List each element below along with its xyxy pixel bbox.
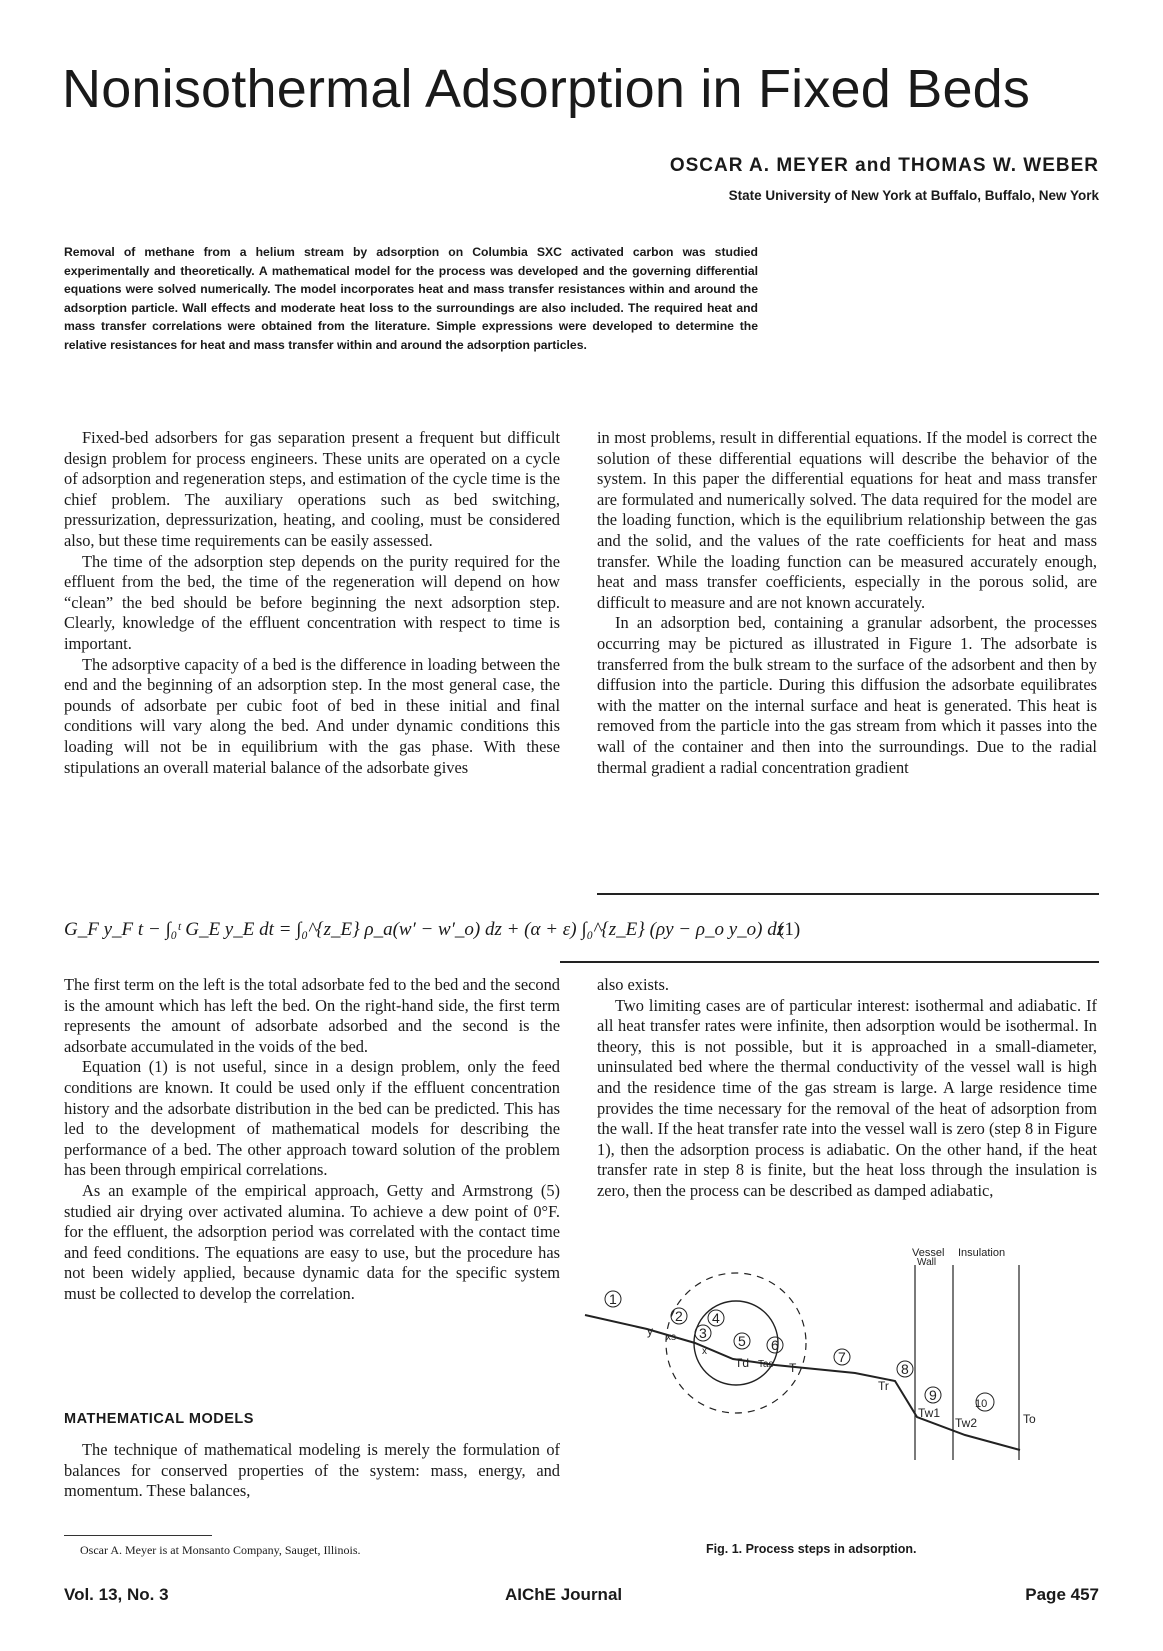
- paragraph: Equation (1) is not useful, since in a design problem, only the feed conditions are known. It could be used only if the effluent concentration history and the adsorbate distribution in the bed can be predicted. This has led to the development of mathematical models for describing the performance of a bed. The other approach toward solution of the problem has been through empirical correlations.: [64, 1057, 560, 1180]
- label-to: To: [1023, 1412, 1036, 1426]
- body-column-right-top: [597, 428, 1097, 778]
- equation-text: G_F y_F t − ∫₀ᵗ G_E y_E dt = ∫₀^{z_E} ρ_a(w′ − w′_o) dz + (α + ε) ∫₀^{z_E} (ρy − ρ_o y_o) dz: [64, 919, 785, 940]
- body-column-right-middle: [597, 975, 1097, 1202]
- step-2-label: 2: [675, 1308, 683, 1324]
- particle-circle: [694, 1301, 778, 1385]
- label-tas: Tas: [758, 1359, 774, 1370]
- body-column-left-bottom: [64, 1440, 560, 1502]
- equation-rule-bottom: [560, 961, 1099, 963]
- affiliation: State University of New York at Buffalo, Buffalo, New York: [728, 188, 1099, 203]
- paragraph: in most problems, result in differential equations. If the model is correct the solution of these differential equations will describe the behavior of the system. In this paper the differential equations for heat and mass transfer are formulated and numerically solved. The data required for the model are the loading function, which is the equilibrium relationship between the gas and the solid, and the values of the rate coefficients for heat and mass transfer. While the loading function can be measured accurately enough, heat and mass transfer coefficients, especially in the porous solid, are difficult to measure and are not known accurately.: [597, 428, 1097, 612]
- footer-journal: AIChE Journal: [505, 1585, 623, 1604]
- step-9-label: 9: [929, 1387, 937, 1403]
- label-t: T: [789, 1361, 797, 1375]
- body-column-left-middle: [64, 975, 560, 1305]
- step-6-label: 6: [771, 1337, 779, 1353]
- footnote-rule: [64, 1535, 212, 1536]
- step-labels: [605, 1291, 994, 1411]
- label-tw2: Tw2: [955, 1416, 978, 1430]
- paragraph: Two limiting cases are of particular interest: isothermal and adiabatic. If all heat transfer rates were infinite, then adsorption would be isothermal. In theory, this is not possible, but it is approached in a small-diameter, uninsulated bed where the thermal conductivity of the vessel wall is high and the residence time of the gas stream is large. A large residence time provides the time necessary for the removal of the heat of adsorption from the wall. If the heat transfer rate into the vessel wall is zero (step 8 in Figure 1), then the adsorption process is adiabatic. On the other hand, if the heat transfer rate in step 8 is finite, but the heat loss through the insulation is zero, then the process can be described as damped adiabatic,: [597, 995, 1097, 1200]
- boundary-layer-circle: [666, 1273, 806, 1413]
- paragraph: As an example of the empirical approach, Getty and Armstrong (5) studied air drying over activated alumina. To achieve a dew point of 0°F. for the effluent, the adsorption period was correlated with the contact time and feed conditions. The equations are easy to use, but the procedure has not been widely applied, because dynamic data for the specific system must be collected to develop the correlation.: [64, 1180, 560, 1303]
- step-1-label: 1: [609, 1291, 617, 1307]
- label-x: x: [702, 1346, 707, 1357]
- paragraph: The adsorptive capacity of a bed is the difference in loading between the end and the beginning of an adsorption step. In the most general case, the pounds of adsorbate per cubic foot of bed in these initial and final conditions will vary along the bed. And under dynamic conditions this loading will not be in equilibrium with the gas phase. With these stipulations an overall material balance of the adsorbate gives: [64, 654, 560, 777]
- section-heading: MATHEMATICAL MODELS: [64, 1411, 254, 1427]
- paragraph: The time of the adsorption step depends on the purity required for the effluent from the bed, the time of the regeneration will depend on how “clean” the bed should be before beginning the next adsorption step. Clearly, knowledge of the effluent concentration with respect to time is important.: [64, 551, 560, 653]
- footer-page: Page 457: [1025, 1585, 1099, 1604]
- label-td: Td: [735, 1356, 750, 1370]
- step-8-label: 8: [901, 1361, 909, 1377]
- paragraph: also exists.: [597, 975, 669, 994]
- label-insulation: Insulation: [958, 1247, 1006, 1259]
- step-5-label: 5: [738, 1333, 746, 1349]
- abstract: Removal of methane from a helium stream by adsorption on Columbia SXC activated carbon was studied experimentally and theoretically. A mathematical model for the process was developed and the governing differential equations were solved numerically. The model incorporates heat and mass transfer resistances within and around the adsorption particle. Wall effects and moderate heat loss to the surroundings are also included. The required heat and mass transfer correlations were obtained from the literature. Simple expressions were developed to determine the relative resistances for heat and mass transfer within and around the adsorption particles.: [64, 245, 758, 352]
- label-tw1: Tw1: [918, 1406, 941, 1420]
- label-vessel: Vessel: [912, 1247, 945, 1259]
- step-7-label: 7: [838, 1349, 846, 1365]
- authors: OSCAR A. MEYER and THOMAS W. WEBER: [669, 155, 1099, 176]
- paragraph: The first term on the left is the total adsorbate fed to the bed and the second is the amount which has left the bed. On the right-hand side, the first term represents the amount of adsorbate adsorbed and the second is the adsorbate accumulated in the voids of the bed.: [64, 975, 560, 1056]
- equation-rule-top: [597, 893, 1099, 895]
- figure-1-diagram: [595, 1247, 1090, 1535]
- paragraph: In an adsorption bed, containing a granular adsorbent, the processes occurring may be pictured as illustrated in Figure 1. The adsorbate is transferred from the bulk stream to the surface of the adsorbent and then by diffusion into the particle. During this diffusion the adsorbate equilibrates with the matter on the internal surface and heat is generated. This heat is removed from the particle into the gas stream from which it passes into the wall of the container and then into the surroundings. Due to the radial thermal gradient a radial concentration gradient: [597, 613, 1097, 777]
- label-wall: Wall: [917, 1257, 937, 1268]
- article-title: Nonisothermal Adsorption in Fixed Beds: [62, 59, 1031, 119]
- step-3-label: 3: [699, 1325, 707, 1341]
- footnote: Oscar A. Meyer is at Monsanto Company, Sauget, Illinois.: [80, 1543, 361, 1557]
- label-xs: xs: [666, 1332, 676, 1343]
- equation-number: (1): [778, 919, 801, 940]
- paragraph: Fixed-bed adsorbers for gas separation present a frequent but difficult design problem for process engineers. These units are operated on a cycle of adsorption and regeneration steps, and estimation of the cycle time is the chief problem. The auxiliary operations such as bed switching, pressurization, depressurization, heating, and cooling, must be considered also, but these time requirements can be easily assessed.: [64, 428, 560, 550]
- figure-caption: Fig. 1. Process steps in adsorption.: [706, 1542, 917, 1556]
- label-tr: Tr: [878, 1379, 889, 1393]
- body-column-left-top: [64, 428, 560, 778]
- footer-volume: Vol. 13, No. 3: [64, 1585, 169, 1604]
- paragraph: The technique of mathematical modeling is merely the formulation of balances for conserved properties of the system: mass, energy, and momentum. These balances,: [64, 1440, 560, 1501]
- label-y: y: [647, 1324, 653, 1338]
- step-10-label: 10: [975, 1398, 988, 1410]
- equation-1: [64, 905, 1104, 957]
- step-4-label: 4: [712, 1310, 720, 1326]
